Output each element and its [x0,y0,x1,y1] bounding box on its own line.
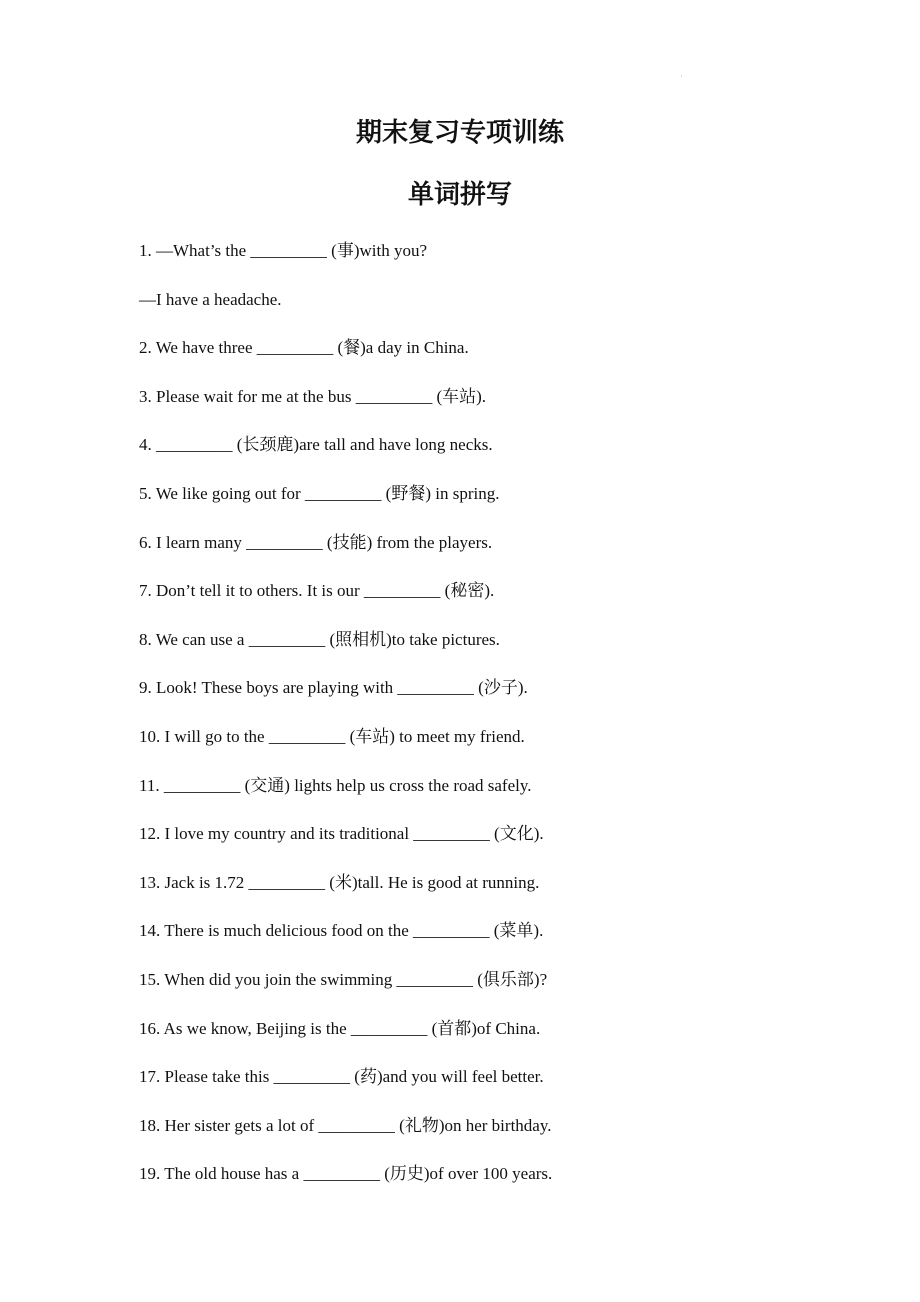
question-line: 6. I learn many _________ (技能) from the players. [139,532,493,552]
answer-line: —I have a headache. [139,289,282,309]
question-line: 17. Please take this _________ (药)and you will feel better. [139,1067,544,1087]
question-line: 8. We can use a _________ (照相机)to take pictures. [139,629,500,649]
corner-mark: · [680,72,683,81]
question-line: 19. The old house has a _________ (历史)of over 100 years. [139,1164,553,1184]
exercise-list [139,240,859,1212]
question-line: 16. As we know, Beijing is the _________ (首都)of China. [139,1018,541,1038]
question-line: 3. Please wait for me at the bus _________ (车站). [139,386,487,406]
page-subtitle: 单词拼写 [407,180,512,210]
question-line: 12. I love my country and its traditional _________ (文化). [139,824,544,844]
question-line: 10. I will go to the _________ (车站) to meet my friend. [139,726,525,746]
question-line: 11. _________ (交通) lights help us cross the road safely. [139,775,532,795]
question-line: 13. Jack is 1.72 _________ (米)tall. He is good at running. [139,872,540,892]
question-line: 14. There is much delicious food on the _________ (菜单). [139,921,544,941]
question-line: 9. Look! These boys are playing with _________ (沙子). [139,678,528,698]
question-line: 15. When did you join the swimming _________ (俱乐部)? [139,969,548,989]
question-line: 18. Her sister gets a lot of _________ (礼物)on her birthday. [139,1115,552,1135]
question-line: 1. —What’s the _________ (事)with you? [139,241,428,260]
question-line: 5. We like going out for _________ (野餐) in spring. [139,483,500,503]
question-line: 7. Don’t tell it to others. It is our _________ (秘密). [139,581,495,601]
question-line: 4. _________ (长颈鹿)are tall and have long necks. [139,435,493,455]
page-title: 期末复习专项训练 [355,118,564,148]
question-line: 2. We have three _________ (餐)a day in China. [139,338,469,358]
